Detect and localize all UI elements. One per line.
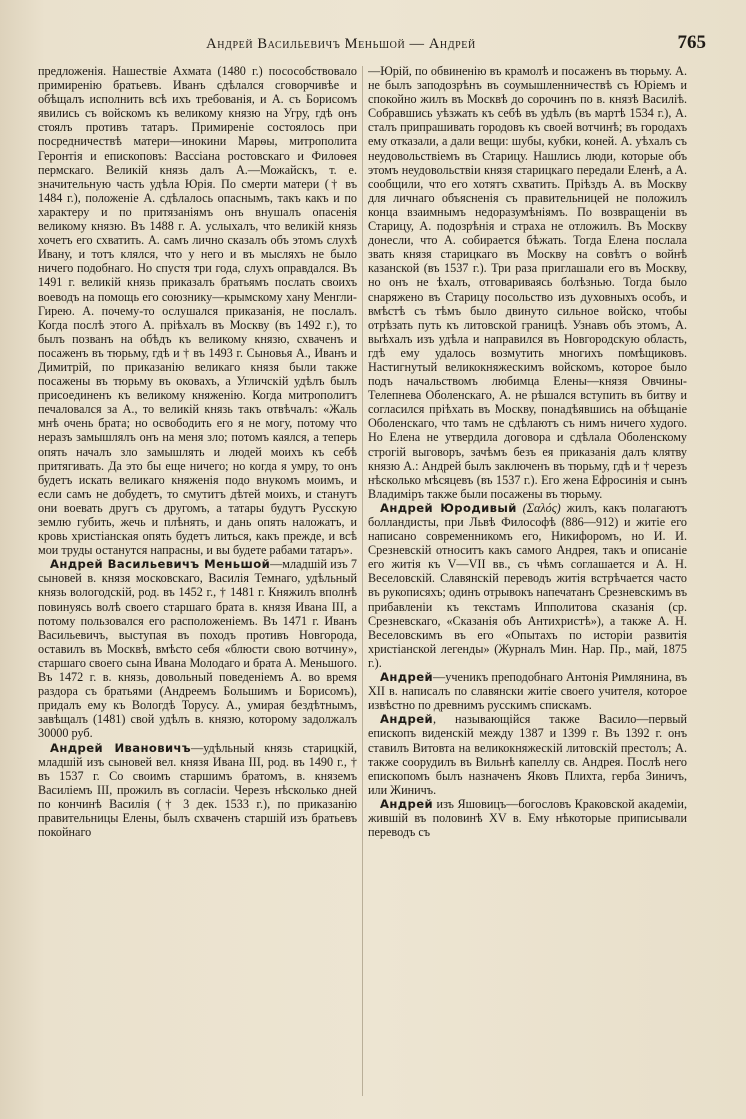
page-header [36,32,706,58]
entry-andrei-student [368,670,687,712]
entry-heading: Андрей [380,670,434,685]
entry-andrei-ivanovich [38,741,357,840]
entry-text: изъ Яшовицъ—богословъ Краковской академіи, жившій въ половинѣ XV в. Ему нѣкоторые приписывали переводъ съ [368,796,687,840]
entry-text: —удѣльный князь старицкій, младшій изъ сыновей вел. князя Ивана III, род. въ 1490 г., † въ 1537 г. Со своимъ старшимъ братомъ, в. княземъ Василіемъ III, прожилъ въ согласіи. Черезъ нѣсколько дней по кончинѣ Василія († 3 дек. 1533 г.), по приказанію правительницы Елены, былъ схваченъ старшій изъ братьевъ покойнаго [38,740,357,840]
greek-epithet: (Σαλός) [522,500,561,515]
entry-text: —младшій изъ 7 сыновей в. князя московскаго, Василія Темнаго, удѣльный князь вологодскій, род. въ 1452 г., † 1481 г. Княжилъ вполнѣ повинуясь волѣ своего старшаго брата в. князя Ивана III, а потому пользовался его расположеніемъ. Въ 1471 г. Иванъ Васильевичъ, выступая въ походъ противъ Новгорода, оставилъ въ Москвѣ, вмѣсто себя «блюсти свою вотчину», старшаго своего сына Ивана Молодаго и брата А. Меньшого. Въ 1472 г. в. князь, довольный поведеніемъ А. во время раздора съ братьями (Андреемъ Большимъ и Борисомъ), придалъ ему къ Вологдѣ Торусу. А., умирая бездѣтнымъ, завѣщалъ (1481) свой удѣлъ в. князю, которому задолжалъ 30000 руб. [38,557,357,741]
left-column [38,64,357,1106]
entry-text: , называющійся также Васило—первый епископъ виденскій между 1387 и 1399 г. Въ 1392 г. онъ ставилъ Витовта на великокняжескій литовскій престолъ; А. также соорудилъ въ Вильнѣ капеллу св. Андрея. Послѣ него епископомъ былъ назначенъ Яковъ Плихта, гербa Зиничъ, или Жиничъ. [368,712,687,797]
entry-andrei-iz-yashovits [368,797,687,839]
entry-andrei-vasilievich-menshoi [38,557,357,740]
right-column [368,64,687,1106]
entry-heading: Андрей [380,712,434,727]
entry-andrei-yurodivy [368,501,687,670]
entry-heading: Андрей Ивановичъ [50,740,192,755]
entry-heading: Андрей Юродивый [380,500,517,515]
entry-text: жилъ, какъ полагаютъ болландисты, при Львѣ Философѣ (886—912) и житіе его написано современникомъ его, Никифоромъ, но И. И. Срезневскій относитъ какъ самого Андрея, такъ и описаніе его житія къ V—VII вв., съ чѣмъ соглашается и А. Н. Веселовскій. Славянскій переводъ житія встрѣчается часто въ рукописяхъ; одинъ отрывокъ напечатанъ Срезневскимъ въ прибавленіи къ текстамъ Ипполитова сказанія (ср. Срезневскаго, «Сказанія объ Антихристѣ»), а также А. Н. Веселовскимъ въ его «Опытахъ по исторіи развитія христіанской легенды» (Журналъ Мин. Нар. Пр., май, 1875 г.). [368,500,687,670]
running-head: Андрей Васильевичъ Меньшой — Андрей [206,36,476,52]
page-number: 765 [677,32,706,53]
column-divider [362,66,363,1096]
entry-continuation-text: —Юрій, по обвиненію въ крамолѣ и посаженъ въ тюрьму. А. не былъ заподозрѣнъ въ соумышленничествѣ съ Юріемъ и спокойно жилъ въ Москвѣ до сорочинъ по в. князѣ Василіѣ. Собравшись уѣзжать къ себѣ въ удѣлъ (въ мартѣ 1534 г.), А. сталъ припрашивать городовъ къ своей вотчинѣ; въ городахъ ему отказали, а дали вещи: шубы, кубки, коней. А. уѣхалъ съ неудовольствіемъ въ Старицу. Нашлись люди, которые объ этомъ неудовольствіи князя старицкаго передали Еленѣ, а А. сообщили, что его хотятъ схватить. Пріѣздъ А. въ Москву для личнаго объясненія съ правительницей не положилъ конца взаимнымъ недоразумѣніямъ. По возвращеніи въ Старицу, А. подозрѣнія и страха не отложилъ. Въ Москву донесли, что А. собирается бѣжать. Тогда Елена послала звать князя старицкаго въ Москву на совѣтъ о войнѣ казанской (въ 1537 г.). Три раза приглашали его въ Москву, но онъ не ѣхалъ, отговариваясь болѣзнью. Тогда было снаряжено въ Старицу посольство изъ духовныхъ особъ, и вмѣстѣ съ тѣмъ было двинуто сильное войско, чтобы отрѣзать путь къ литовской границѣ. Узнавъ объ этомъ, А. выѣхалъ изъ удѣла и направился въ Новгородскую область, гдѣ ему удалось возмутить многихъ помѣщиковъ. Настигнутый великокняжескимъ войскомъ, которое было подъ начальствомъ любимца Елены—князя Овчины-Телепнева Оболенскаго, А. не рѣшался вступить въ битву и согласился пріѣхать въ Москву, понадѣявшись на обѣщаніе Оболенскаго, что тамъ не сдѣлаютъ съ нимъ ничего худого. Но Елена не утвердила договора и сдѣлала Оболенскому строгій выговоръ, зачѣмъ безъ ея приказанія далъ клятву князю А.: Андрей былъ заключенъ въ тюрьму, гдѣ и † черезъ нѣсколько мѣсяцевъ (въ 1537 г.). Его жена Ефросинія и сынъ Владиміръ также были посажены въ тюрьму. [368,64,687,501]
entry-heading: Андрей Васильевичъ Меньшой [50,557,271,572]
entry-continuation-text: предложенія. Нашествіе Ахмата (1480 г.) посособствовало примиренію братьевъ. Иванъ сдѣлался сговорчивѣе и обѣщалъ исполнить всѣ ихъ требованія, и А. съ Борисомъ явились съ войскомъ къ великому князю на Угру, гдѣ онъ стоялъ противъ татаръ. Примиреніе состоялось при посредничествѣ матери—инокини Марѳы, митрополита Геронтія и епископовъ: Вассіана ростовскаго и Филоѳея пермскаго. Великій князь далъ А.—Можайскъ, т. е. значительную часть удѣла Юрія. По смерти матери († въ 1484 г.), положеніе А. сдѣлалось опаснымъ, такъ какъ и по характеру и по притязаніямъ онъ внушалъ опасенія великому князю. Въ 1488 г. А. услыхалъ, что великій князь хочетъ его схватить. А. самъ лично сказалъ объ этомъ слухѣ Ивану, и тотъ клялся, что у него и въ мысляхъ не было ничего подобнаго. Но спустя три года, слухъ оправдался. Въ 1491 г. великій князь приказалъ братьямъ послать своихъ воеводъ на помощь его союзнику—крымскому хану Менгли-Гирею. А. почему-то ослушался приказанія, не послалъ. Когда послѣ этого А. пріѣхалъ въ Москву (въ 1492 г.), то былъ позванъ на обѣдъ къ великому князю, схваченъ и посаженъ въ тюрьму, гдѣ и † въ 1493 г. Сыновья А., Иванъ и Димитрій, по приказанію великаго князя были также посажены въ тюрьму въ оковахъ, а Угличскій удѣлъ былъ присоединенъ къ великому княженію. Когда митрополитъ печаловался за А., то великій князь такъ отвѣчалъ: «Жаль мнѣ очень брата; но освободить его я не могу, потому что неразъ замышлялъ онъ на меня зло; потомъ каялся, а теперь опять началъ зло замышлять и людей моихъ къ себѣ притягивать. Да это бы еще ничего; но когда я умру, то онъ будетъ искать великаго княженія подо внукомъ моимъ, и если самъ не добудетъ, то смутитъ дѣтей моихъ, и станутъ они воевать другъ съ другомъ, а татары будутъ Русскую землю губить, жечь и плѣнять, и дань опять наложатъ, и кровь христіанская опять будетъ литься, какъ прежде, и всѣ мои труды останутся напрасны, и вы будете рабами татаръ». [38,64,357,558]
entry-text: —ученикъ преподобнаго Антонія Римлянина, въ XII в. написалъ по славянски житіе своего учителя, которое извѣстно по древнимъ русскимъ спискамъ. [368,670,687,713]
entry-andrei-bishop [368,712,687,797]
entry-heading: Андрей [380,796,434,811]
